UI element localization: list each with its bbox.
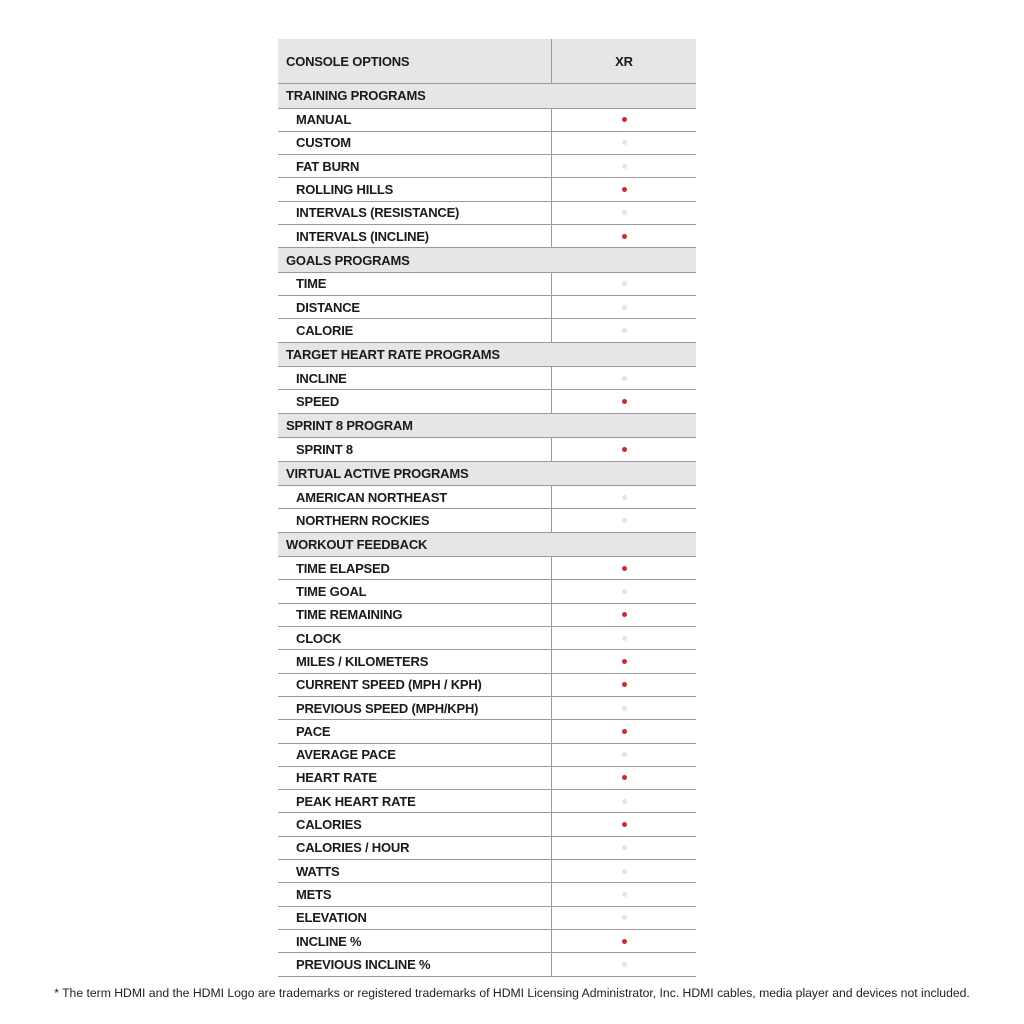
feature-label: PREVIOUS INCLINE % [278, 953, 552, 975]
section-row [278, 84, 696, 109]
not-included-dot-icon [622, 915, 627, 920]
xr-cell [552, 132, 696, 154]
section-row [278, 248, 696, 273]
feature-label: HEART RATE [278, 767, 552, 789]
xr-cell [552, 319, 696, 341]
feature-label: ROLLING HILLS [278, 178, 552, 200]
xr-cell [552, 930, 696, 952]
included-dot-icon [622, 822, 627, 827]
table-body [278, 84, 696, 977]
section-label: TRAINING PROGRAMS [286, 88, 426, 104]
feature-label: CALORIE [278, 319, 552, 341]
section-row [278, 533, 696, 558]
xr-cell [552, 225, 696, 247]
xr-cell [552, 390, 696, 412]
feature-label: CLOCK [278, 627, 552, 649]
feature-label: SPEED [278, 390, 552, 412]
section-row [278, 343, 696, 368]
section-label: GOALS PROGRAMS [286, 252, 410, 268]
table-row [278, 178, 696, 201]
not-included-dot-icon [622, 281, 627, 286]
feature-label: WATTS [278, 860, 552, 882]
feature-label: TIME GOAL [278, 580, 552, 602]
table-row [278, 627, 696, 650]
feature-label: CURRENT SPEED (MPH / KPH) [278, 674, 552, 696]
xr-cell [552, 109, 696, 131]
not-included-dot-icon [622, 328, 627, 333]
not-included-dot-icon [622, 752, 627, 757]
table-row [278, 813, 696, 836]
section-label: SPRINT 8 PROGRAM [286, 418, 413, 434]
section-label: TARGET HEART RATE PROGRAMS [286, 346, 500, 362]
included-dot-icon [622, 187, 627, 192]
xr-cell [552, 438, 696, 460]
table-row [278, 486, 696, 509]
table-row [278, 273, 696, 296]
not-included-dot-icon [622, 140, 627, 145]
table-row [278, 604, 696, 627]
table-row [278, 860, 696, 883]
not-included-dot-icon [622, 164, 627, 169]
xr-cell [552, 697, 696, 719]
footnote: * The term HDMI and the HDMI Logo are trademarks or registered trademarks of HDMI Licensing Administrator, Inc. HDMI cables, media player and devices not included. [54, 986, 970, 1000]
table-row [278, 509, 696, 532]
table-row [278, 697, 696, 720]
xr-cell [552, 860, 696, 882]
feature-label: PACE [278, 720, 552, 742]
not-included-dot-icon [622, 962, 627, 967]
table-row [278, 720, 696, 743]
included-dot-icon [622, 682, 627, 687]
xr-cell [552, 604, 696, 626]
xr-cell [552, 744, 696, 766]
table-row [278, 790, 696, 813]
table-row [278, 438, 696, 461]
not-included-dot-icon [622, 869, 627, 874]
included-dot-icon [622, 729, 627, 734]
not-included-dot-icon [622, 706, 627, 711]
xr-cell [552, 837, 696, 859]
table-header-row [278, 39, 696, 84]
xr-cell [552, 953, 696, 975]
section-row [278, 462, 696, 487]
table-row [278, 580, 696, 603]
xr-cell [552, 486, 696, 508]
xr-cell [552, 557, 696, 579]
feature-label: PREVIOUS SPEED (MPH/KPH) [278, 697, 552, 719]
xr-cell [552, 296, 696, 318]
not-included-dot-icon [622, 845, 627, 850]
table-row [278, 883, 696, 906]
xr-cell [552, 178, 696, 200]
xr-cell [552, 790, 696, 812]
feature-label: CALORIES [278, 813, 552, 835]
section-label: VIRTUAL ACTIVE PROGRAMS [286, 465, 469, 481]
feature-label: SPRINT 8 [278, 438, 552, 460]
included-dot-icon [622, 447, 627, 452]
table-row [278, 767, 696, 790]
xr-cell [552, 720, 696, 742]
table-row [278, 953, 696, 976]
table-row [278, 155, 696, 178]
xr-cell [552, 650, 696, 672]
not-included-dot-icon [622, 518, 627, 523]
feature-label: INCLINE [278, 367, 552, 389]
table-row [278, 225, 696, 248]
included-dot-icon [622, 399, 627, 404]
not-included-dot-icon [622, 589, 627, 594]
table-row [278, 650, 696, 673]
feature-label: PEAK HEART RATE [278, 790, 552, 812]
table-row [278, 674, 696, 697]
console-options-table [278, 39, 696, 977]
table-row [278, 319, 696, 342]
xr-cell [552, 907, 696, 929]
xr-cell [552, 883, 696, 905]
xr-cell [552, 509, 696, 531]
table-row [278, 837, 696, 860]
feature-label: TIME ELAPSED [278, 557, 552, 579]
table-row [278, 907, 696, 930]
feature-label: NORTHERN ROCKIES [278, 509, 552, 531]
included-dot-icon [622, 939, 627, 944]
table-row [278, 109, 696, 132]
table-row [278, 390, 696, 413]
feature-label: INCLINE % [278, 930, 552, 952]
feature-label: ELEVATION [278, 907, 552, 929]
table-row [278, 557, 696, 580]
header-xr: XR [615, 53, 633, 69]
table-row [278, 744, 696, 767]
xr-cell [552, 813, 696, 835]
feature-label: AVERAGE PACE [278, 744, 552, 766]
feature-label: TIME REMAINING [278, 604, 552, 626]
not-included-dot-icon [622, 892, 627, 897]
not-included-dot-icon [622, 799, 627, 804]
xr-cell [552, 767, 696, 789]
feature-label: INTERVALS (INCLINE) [278, 225, 552, 247]
included-dot-icon [622, 659, 627, 664]
included-dot-icon [622, 117, 627, 122]
feature-label: MANUAL [278, 109, 552, 131]
not-included-dot-icon [622, 495, 627, 500]
feature-label: TIME [278, 273, 552, 295]
xr-cell [552, 202, 696, 224]
not-included-dot-icon [622, 305, 627, 310]
included-dot-icon [622, 566, 627, 571]
section-label: WORKOUT FEEDBACK [286, 536, 428, 552]
included-dot-icon [622, 234, 627, 239]
feature-label: DISTANCE [278, 296, 552, 318]
feature-label: CALORIES / HOUR [278, 837, 552, 859]
table-row [278, 132, 696, 155]
xr-cell [552, 155, 696, 177]
xr-cell [552, 367, 696, 389]
not-included-dot-icon [622, 210, 627, 215]
not-included-dot-icon [622, 376, 627, 381]
xr-cell [552, 674, 696, 696]
xr-cell [552, 627, 696, 649]
feature-label: FAT BURN [278, 155, 552, 177]
feature-label: AMERICAN NORTHEAST [278, 486, 552, 508]
xr-cell [552, 580, 696, 602]
table-row [278, 367, 696, 390]
section-row [278, 414, 696, 439]
included-dot-icon [622, 775, 627, 780]
feature-label: CUSTOM [278, 132, 552, 154]
feature-label: INTERVALS (RESISTANCE) [278, 202, 552, 224]
table-row [278, 930, 696, 953]
table-row [278, 296, 696, 319]
header-console-options: CONSOLE OPTIONS [278, 39, 552, 83]
xr-cell [552, 273, 696, 295]
feature-label: METS [278, 883, 552, 905]
included-dot-icon [622, 612, 627, 617]
feature-label: MILES / KILOMETERS [278, 650, 552, 672]
not-included-dot-icon [622, 636, 627, 641]
table-row [278, 202, 696, 225]
